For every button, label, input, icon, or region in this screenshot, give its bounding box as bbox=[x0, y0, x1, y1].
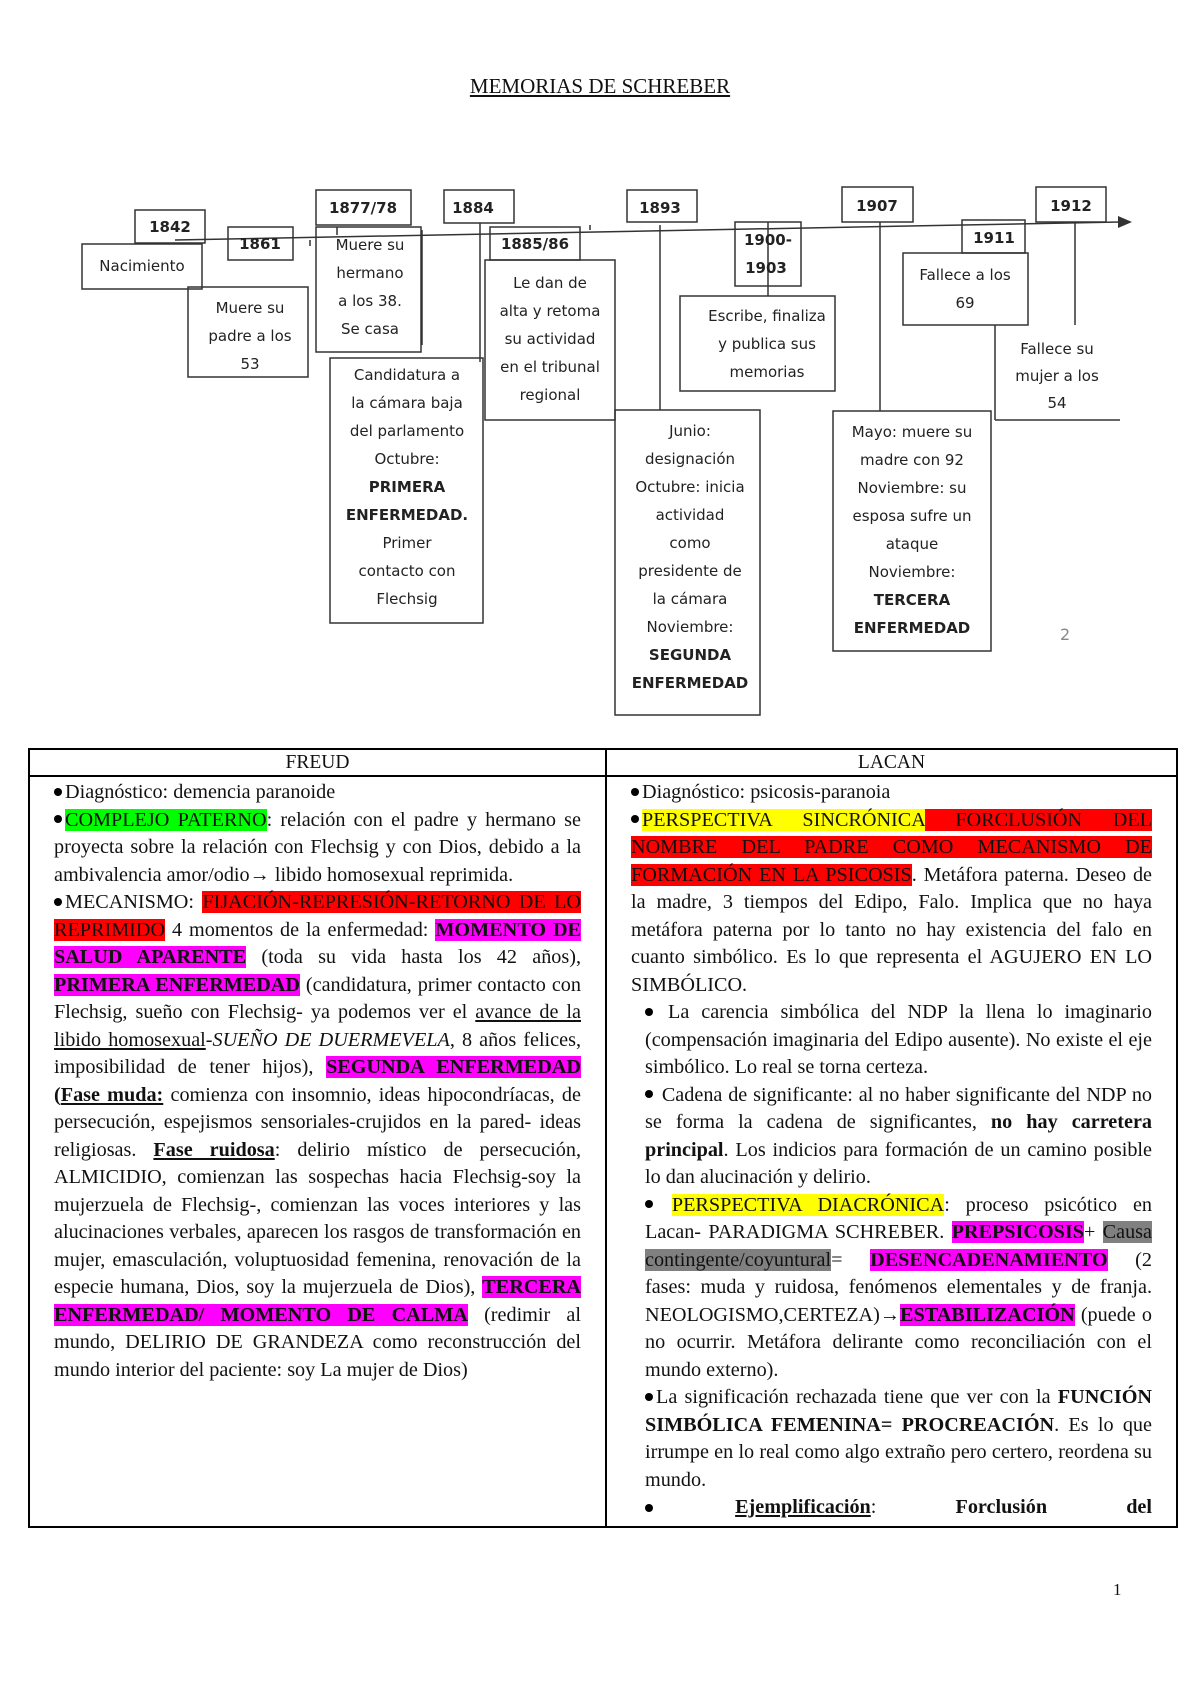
event-line: 69 bbox=[955, 294, 975, 312]
event-line: Fallece su bbox=[1020, 340, 1094, 358]
event-line: Escribe, finaliza bbox=[708, 307, 826, 325]
event-line: Junio: bbox=[669, 422, 711, 440]
bullet-icon bbox=[631, 788, 639, 796]
event-line: memorias bbox=[729, 363, 805, 381]
event-line: padre a los bbox=[208, 327, 292, 345]
event-line: designación bbox=[644, 450, 736, 468]
event-line: ENFERMEDAD bbox=[853, 619, 971, 637]
lacan-cell bbox=[606, 776, 1177, 1527]
year-1884: 1884 bbox=[452, 199, 494, 217]
year-1911: 1911 bbox=[973, 229, 1015, 247]
event-line: alta y retoma bbox=[499, 302, 601, 320]
bullet-icon bbox=[54, 898, 62, 906]
event-line: del parlamento bbox=[349, 422, 465, 440]
event-line: 53 bbox=[240, 355, 260, 373]
bullet-icon bbox=[645, 1090, 653, 1098]
event-line: como bbox=[669, 534, 711, 552]
event-line: hermano bbox=[336, 264, 404, 282]
event-1884 bbox=[346, 366, 468, 608]
event-line: ENFERMEDAD. bbox=[345, 506, 469, 524]
event-line: ENFERMEDAD bbox=[631, 674, 749, 692]
event-1900-1903 bbox=[708, 307, 826, 381]
bullet-icon bbox=[645, 1504, 653, 1512]
event-line: a los 38. bbox=[338, 292, 402, 310]
event-1885 bbox=[500, 274, 601, 404]
header-freud: FREUD bbox=[29, 749, 606, 776]
table-header-row bbox=[29, 749, 1177, 776]
event-line: PRIMERA bbox=[368, 478, 446, 496]
event-line: mujer a los bbox=[1015, 367, 1099, 385]
year-1842: 1842 bbox=[149, 218, 191, 236]
event-line: la cámara bbox=[652, 590, 728, 608]
header-lacan: LACAN bbox=[606, 749, 1177, 776]
year-1900: 1900- bbox=[744, 231, 792, 249]
lacan-sincronica: PERSPECTIVA SINCRÓNICA FORCLUSIÓN DEL NOMBRE DEL PADRE COMO MECANISMO DE FORMACIÓN EN LA PSICOSIS. Metáfora paterna. Deseo de la madre, 3 tiempos del Edipo, Falo. Implica que no haya metáfora paterna por lo tanto no hay existencia del falo en cuanto simbólico. Es lo que representa el AGUJERO EN LO SIMBÓLICO. bbox=[631, 808, 1153, 996]
event-line: Octubre: bbox=[374, 450, 440, 468]
bullet-icon bbox=[54, 815, 62, 823]
bullet-icon bbox=[645, 1008, 653, 1016]
table-row bbox=[29, 776, 1177, 1527]
event-line: SEGUNDA bbox=[648, 646, 732, 664]
bullet-icon bbox=[631, 815, 639, 823]
bullet-icon bbox=[54, 788, 62, 796]
page-title: MEMORIAS DE SCHREBER bbox=[469, 74, 731, 98]
event-line: Noviembre: bbox=[868, 563, 956, 581]
event-1877 bbox=[336, 236, 405, 338]
freud-cell bbox=[29, 776, 606, 1527]
event-line: TERCERA bbox=[873, 591, 951, 609]
event-1907 bbox=[852, 423, 973, 637]
year-1903: 1903 bbox=[745, 259, 787, 277]
timeline-page-marker: 2 bbox=[1060, 625, 1071, 644]
event-line: y publica sus bbox=[718, 335, 816, 353]
event-1911 bbox=[919, 266, 1011, 312]
event-line: 54 bbox=[1047, 394, 1067, 412]
event-line: Noviembre: su bbox=[857, 479, 967, 497]
lacan-significacion: La significación rechazada tiene que ver con la FUNCIÓN SIMBÓLICA FEMENINA= PROCREACIÓN. Es lo que irrumpe en lo real como algo extraño pero certero, reordena su mundo. bbox=[645, 1386, 1152, 1491]
lacan-carencia: La carencia simbólica del NDP la llena lo imaginario (compensación imaginaria del Edipo ausente). No existe el eje simbólico. Lo real se torna certeza. bbox=[645, 1001, 1153, 1078]
bullet-icon bbox=[645, 1393, 653, 1401]
event-line: Primer bbox=[382, 534, 432, 552]
event-line: su actividad bbox=[504, 330, 596, 348]
freud-diagnosis: Diagnóstico: demencia paranoide bbox=[54, 779, 581, 807]
year-1893: 1893 bbox=[639, 199, 681, 217]
event-line: actividad bbox=[655, 506, 725, 524]
event-1912 bbox=[1015, 340, 1099, 412]
year-1885: 1885/86 bbox=[500, 235, 570, 253]
year-1861: 1861 bbox=[239, 235, 281, 253]
lacan-cadena: Cadena de significante: al no haber significante del NDP no se forma la cadena de significantes, no hay carretera principal. Los indicios para formación de un camino posible lo dan alucinación y delirio. bbox=[645, 1083, 1153, 1188]
timeline-arrowhead bbox=[1118, 216, 1132, 228]
event-line: Se casa bbox=[341, 320, 399, 338]
year-1912: 1912 bbox=[1050, 197, 1092, 215]
event-line: Mayo: muere su bbox=[851, 423, 973, 441]
event-1842 bbox=[99, 257, 184, 275]
event-line: Muere su bbox=[335, 236, 405, 254]
event-line: presidente de bbox=[638, 562, 742, 580]
freud-mecanismo: MECANISMO: FIJACIÓN-REPRESIÓN-RETORNO DE LO REPRIMIDO 4 momentos de la enfermedad: MOMENTO DE SALUD APARENTE (toda su vida hasta los 42 años), PRIMERA ENFERMEDAD (candidatura, primer contacto con Flechsig, sueño con Flechsig- ya podemos ver el avance de la libido homosexual-SUEÑO DE DUERMEVELA, 8 años felices, imposibilidad de tener hijos), SEGUNDA ENFERMEDAD (Fase muda: comienza con insomnio, ideas hipocondríacas, de persecución, espejismos sensoriales-crujidos en la pared- ideas religiosas. Fase ruidosa: delirio místico de persecución, ALMICIDIO, comienzan las sospechas hacia Flechsig-soy la mujerzuela de Flechsig-, comienzan las voces interiores y las alucinaciones verbales, aparecen los rasgos de transformación en mujer, emasculación, voluptuosidad femenina, renovación de la especie humana, Dios, soy la mujerzuela de Dios), TERCERA ENFERMEDAD/ MOMENTO DE CALMA (redimir al mundo, DELIRIO DE GRANDEZA como reconstrucción del mundo interior del paciente: soy La mujer de Dios) bbox=[54, 891, 582, 1381]
event-line: madre con 92 bbox=[860, 451, 964, 469]
event-line: Noviembre: bbox=[646, 618, 734, 636]
comparison-table bbox=[28, 748, 1178, 1528]
event-line: en el tribunal bbox=[500, 358, 600, 376]
event-line: Candidatura a bbox=[353, 366, 461, 384]
event-line: Flechsig bbox=[376, 590, 438, 608]
lacan-ejemplificacion: Ejemplificación: Forclusión del bbox=[631, 1494, 1152, 1522]
event-line: contacto con bbox=[358, 562, 456, 580]
event-line: Muere su bbox=[215, 299, 285, 317]
timeline-diagram bbox=[0, 0, 1200, 740]
event-line: la cámara baja bbox=[351, 394, 463, 412]
lacan-diacronica: PERSPECTIVA DIACRÓNICA: proceso psicótico en Lacan- PARADIGMA SCHREBER. PREPSICOSIS+ Causa contingente/coyuntural= DESENCADENAMIENTO (2 fases: muda y ruidosa, fenómenos elementales y de franja. NEOLOGISMO,CERTEZA)→ESTABILIZACIÓN (puede o no ocurrir. Metáfora delirante como reconciliación con el mundo externo). bbox=[645, 1193, 1153, 1381]
event-line: esposa sufre un bbox=[852, 507, 972, 525]
event-line: regional bbox=[519, 386, 581, 404]
page-number: 1 bbox=[1113, 1580, 1122, 1599]
event-1861 bbox=[208, 299, 291, 373]
bullet-icon bbox=[645, 1200, 653, 1208]
freud-complejo-paterno: COMPLEJO PATERNO: relación con el padre y hermano se proyecta sobre la relación con Flechsig y con Dios, debido a la ambivalencia amor/odio→ libido homosexual reprimida. bbox=[54, 808, 582, 886]
event-line: Nacimiento bbox=[99, 257, 185, 275]
event-1893 bbox=[632, 422, 749, 692]
event-line: Octubre: inicia bbox=[635, 478, 745, 496]
event-line: Le dan de bbox=[513, 274, 587, 292]
event-line: ataque bbox=[885, 535, 939, 553]
lacan-diagnosis: Diagnóstico: psicosis-paranoia bbox=[631, 779, 1152, 807]
year-1907: 1907 bbox=[856, 197, 898, 215]
year-1877: 1877/78 bbox=[328, 199, 398, 217]
event-line: Fallece a los bbox=[919, 266, 1011, 284]
